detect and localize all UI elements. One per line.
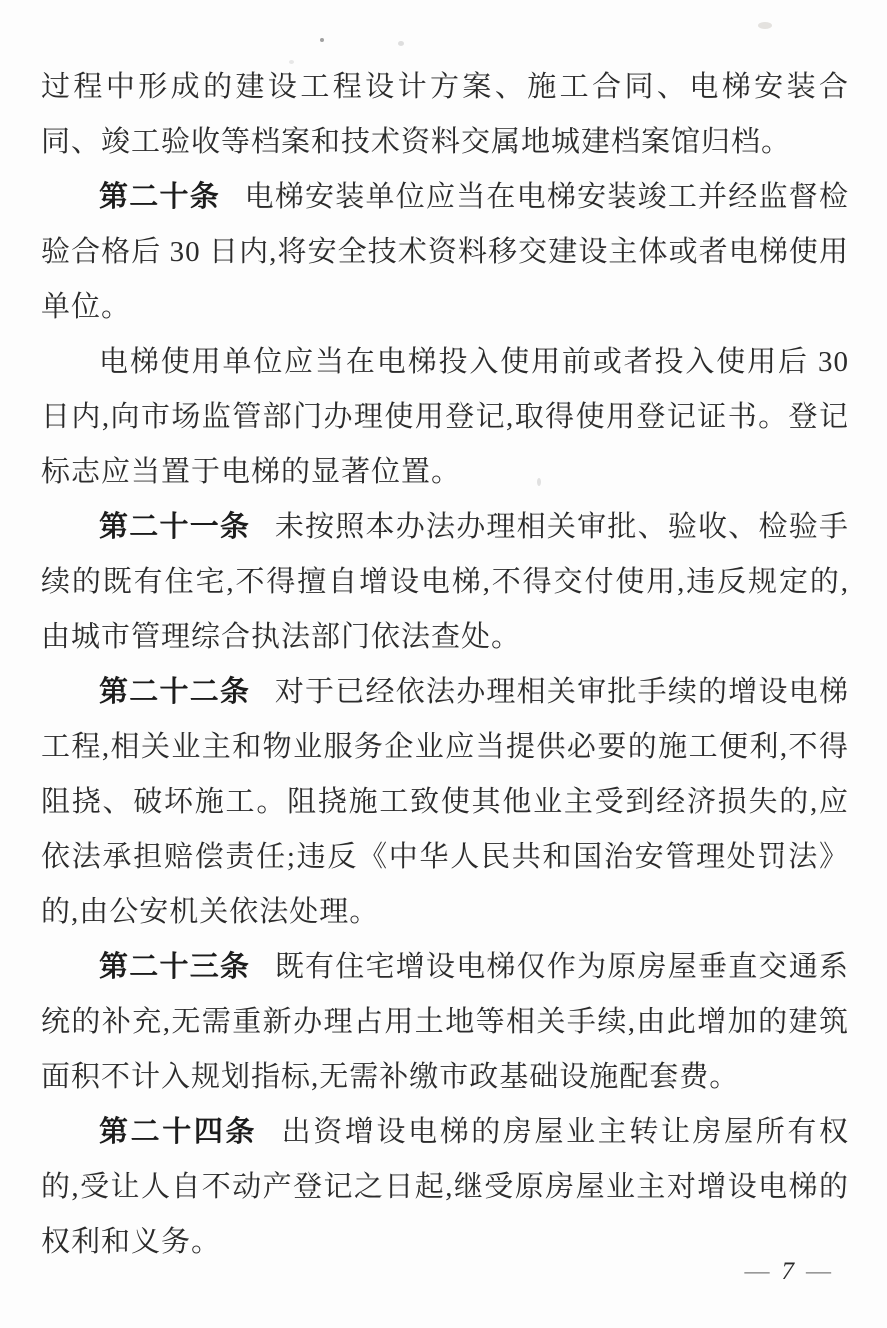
paragraph-article-23 — [41, 940, 849, 1105]
paragraph-text: 未按照本办法办理相关审批、验收、检验手续的既有住宅,不得擅自增设电梯,不得交付使用,违反规定的,由城市管理综合执法部门依法查处。 — [41, 511, 849, 653]
scan-artifact — [758, 22, 772, 29]
page-number — [735, 1258, 844, 1286]
paragraph-text: 过程中形成的建设工程设计方案、施工合同、电梯安装合同、竣工验收等档案和技术资料交属地城建档案馆归档。 — [41, 71, 849, 158]
page-number-dash-left: — — [744, 1258, 772, 1285]
article-number: 第二十三条 — [99, 951, 251, 983]
paragraph-text: 既有住宅增设电梯仅作为原房屋垂直交通系统的补充,无需重新办理占用土地等相关手续,由此增加的建筑面积不计入规划指标,无需补缴市政基础设施配套费。 — [41, 951, 849, 1093]
paragraph-text: 对于已经依法办理相关审批手续的增设电梯工程,相关业主和物业服务企业应当提供必要的施工便利,不得阻挠、破坏施工。阻挠施工致使其他业主受到经济损失的,应依法承担赔偿责任;违反《中华人民共和国治安管理处罚法》的,由公安机关依法处理。 — [41, 676, 849, 928]
scan-artifact — [320, 38, 324, 42]
scan-artifact — [398, 41, 404, 46]
page-number-value: 7 — [781, 1258, 796, 1285]
article-number: 第二十四条 — [99, 1116, 258, 1148]
paragraph-article-20 — [41, 170, 849, 335]
article-number: 第二十一条 — [99, 511, 251, 543]
document-body — [41, 60, 849, 1270]
article-number: 第二十条 — [99, 181, 220, 213]
paragraph-article-24 — [41, 1105, 849, 1270]
page-number-dash-right: — — [806, 1258, 833, 1285]
paragraph-article-21 — [41, 500, 849, 665]
paragraph-continuation — [41, 60, 849, 170]
paragraph-article-20-clause-2 — [41, 335, 849, 500]
article-number: 第二十二条 — [99, 676, 251, 708]
paragraph-text: 电梯安装单位应当在电梯安装竣工并经监督检验合格后 30 日内,将安全技术资料移交建设主体或者电梯使用单位。 — [41, 181, 849, 323]
paragraph-text: 电梯使用单位应当在电梯投入使用前或者投入使用后 30 日内,向市场监管部门办理使用登记,取得使用登记证书。登记标志应当置于电梯的显著位置。 — [41, 346, 849, 488]
paragraph-text: 出资增设电梯的房屋业主转让房屋所有权的,受让人自不动产登记之日起,继受原房屋业主对增设电梯的权利和义务。 — [41, 1116, 849, 1258]
paragraph-article-22 — [41, 665, 849, 940]
